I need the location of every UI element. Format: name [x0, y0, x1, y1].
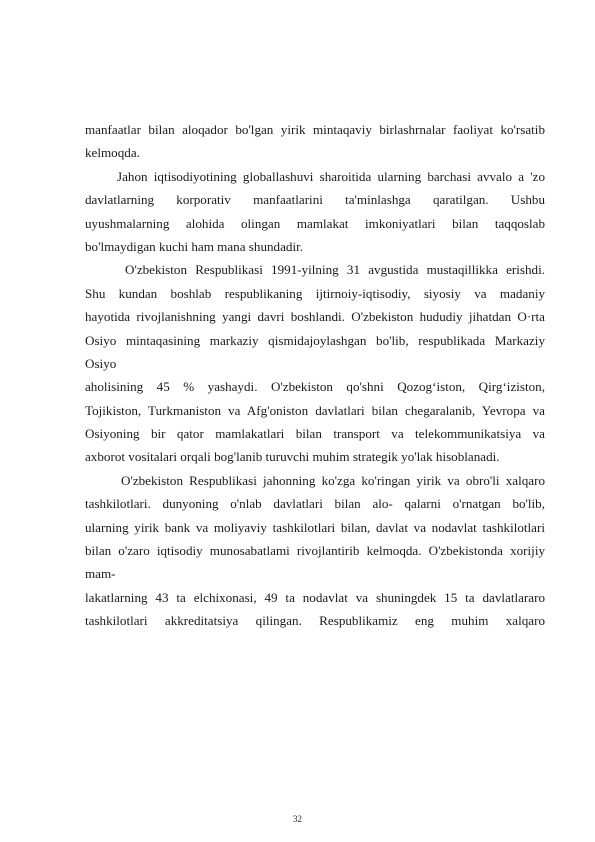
text-line: tashkilotlari akkreditatsiya qilingan. Respublikamiz eng muhim xalqaro [85, 613, 545, 629]
text-line: kelmoqda. [85, 145, 140, 161]
text-line: uyushmalarning alohida olingan mamlakat imkoniyatlari bilan taqqoslab [85, 215, 545, 231]
text-line: Shu kundan boshlab respublikaning ijtirnoiy-iqtisodiy, siyosiy va madaniy [85, 285, 545, 301]
page-number: 32 [293, 814, 302, 824]
text-line: tashkilotlari. dunyoning o'nlab davlatlari bilan alo- qalarni o'rnatgan bo'lib, [85, 496, 545, 512]
text-line: bo'lmaydigan kuchi ham mana shundadir. [85, 238, 303, 254]
text-line: davlatlarning korporativ manfaatlarini ta'minlashga qaratilgan. Ushbu [85, 192, 545, 208]
text-line: Osiyo mintaqasining markaziy qismidajoylashgan bo'lib, respublikada Markaziy [85, 332, 545, 348]
body-text [85, 118, 545, 633]
text-line: aholisining 45 % yashaydi. O'zbekiston qo'shni Qozog‘iston, Qirg‘iziston, [85, 379, 545, 395]
text-line: bilan o'zaro iqtisodiy munosabatlami rivojlantirib kelmoqda. O'zbekistonda xorijiy [85, 543, 545, 559]
text-line: axborot vositalari orqali bog'lanib turuvchi muhim strategik yo'lak hisoblanadi. [85, 449, 500, 465]
text-line: mam- [85, 566, 116, 582]
text-line: manfaatlar bilan aloqador bo'lgan yirik mintaqaviy birlashrnalar faoliyat ko'rsatib [85, 122, 545, 137]
text-line: lakatlarning 43 ta elchixonasi, 49 ta nodavlat va shuningdek 15 ta davlatlararo [85, 589, 545, 605]
text-line: Osiyo [85, 355, 117, 371]
text-line: hayotida rivojlanishning yangi davri boshlandi. O'zbekiston hududiy jihatdan O·rta [85, 309, 545, 325]
paragraph-start-line: O'zbekiston Respublikasi 1991-yilning 31 avgustida mustaqillikka erishdi. [125, 262, 545, 278]
text-line: Tojikiston, Turkmaniston va Afg'oniston davlatlari bilan chegaralanib, Yevropa va [85, 402, 545, 418]
paragraph-start-line: O'zbekiston Respublikasi jahonning ko'zga ko'ringan yirik va obro'li xalqaro [121, 472, 545, 488]
text-line: Osiyoning bir qator mamlakatlari bilan transport va telekommunikatsiya va [85, 426, 545, 442]
paragraph-start-line: Jahon iqtisodiyotining globallashuvi sharoitida ularning barchasi avvalo a 'zo [117, 168, 545, 184]
text-line: ularning yirik bank va moliyaviy tashkilotlari bilan, davlat va nodavlat tashkilotlari [85, 519, 545, 535]
